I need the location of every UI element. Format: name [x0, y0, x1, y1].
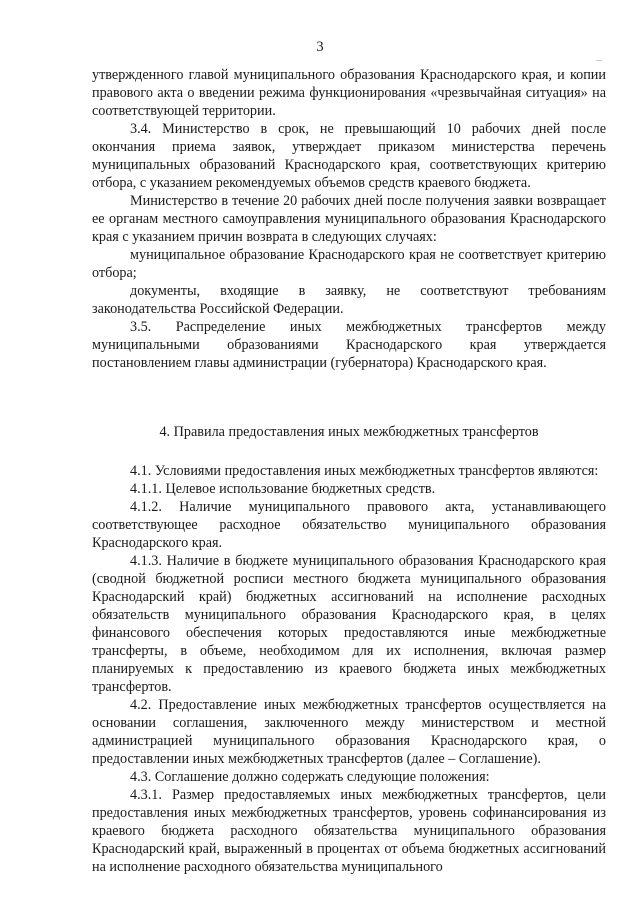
paragraph: 4.1.2. Наличие муниципального правового акта, устанавливающего соответствующее расходное обязательство муниципального образования Краснодарского края. [92, 499, 606, 551]
section-4-body [92, 462, 606, 876]
paragraph: 3.4. Министерство в срок, не превышающий 10 рабочих дней после окончания приема заявок, утверждает приказом министерства перечень муниципальных образований Краснодарского края, соответствующих критерию отбора, с указанием рекомендуемых объемов средств краевого бюджета. [92, 121, 606, 191]
paragraph: 4.1.1. Целевое использование бюджетных средств. [130, 481, 436, 497]
paragraph: Министерство в течение 20 рабочих дней после получения заявки возвращает ее органам местного самоуправления муниципального образования Краснодарского края с указанием причин возврата в следующих случаях: [92, 193, 606, 245]
paragraph: 4.2. Предоставление иных межбюджетных трансфертов осуществляется на основании соглашения, заключенного между министерством и местной администрацией муниципального образования Краснодарского края, о предоставлении иных межбюджетных трансфертов (далее – Соглашение). [92, 697, 606, 767]
paragraph: 3.5. Распределение иных межбюджетных трансфертов между муниципальными образованиями Краснодарского края утверждается постановлением главы администрации (губернатора) Краснодарского края. [92, 319, 606, 371]
paragraph: 4.3.1. Размер предоставляемых иных межбюджетных трансфертов, цели предоставления иных межбюджетных трансфертов, уровень софинансирования из краевого бюджета расходного обязательства муниципального образования Краснодарский край, выраженный в процентах от объема бюджетных ассигнований на исполнение расходного обязательства муниципального [92, 787, 606, 875]
paragraph: 4.1.3. Наличие в бюджете муниципального образования Краснодарского края (сводной бюджетной росписи местного бюджета муниципального образования Краснодарский край) бюджетных ассигнований на исполнение расходных обязательств муниципального образования Краснодарского края, в целях финансового обеспечения которых предоставляются иные межбюджетные трансферты, в объеме, необходимом для их исполнения, включая размер планируемых к предоставлению из краевого бюджета иных межбюджетных трансфертов. [92, 553, 606, 695]
scan-mark [596, 60, 602, 61]
section-3-tail [92, 66, 606, 372]
paragraph: 4.1. Условиями предоставления иных межбюджетных трансфертов являются: [130, 463, 599, 479]
paragraph: 4.3. Соглашение должно содержать следующие положения: [130, 769, 490, 785]
paragraph: муниципальное образование Краснодарского края не соответствует критерию отбора; [92, 247, 606, 281]
page-number: 3 [316, 39, 324, 55]
paragraph: документы, входящие в заявку, не соответствуют требованиям законодательства Российской Федерации. [92, 283, 606, 317]
paragraph: утвержденного главой муниципального образования Краснодарского края, и копии правового акта о введении режима функционирования «чрезвычайная ситуация» на соответствующей территории. [92, 67, 606, 119]
section-heading: 4. Правила предоставления иных межбюджетных трансфертов [159, 424, 539, 440]
